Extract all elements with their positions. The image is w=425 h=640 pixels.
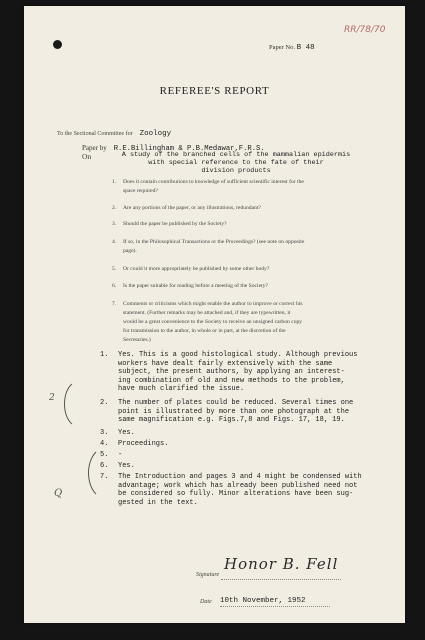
subject-line: division products [201,167,271,175]
question-text: space required? [123,188,158,194]
paper-number-label: Paper No. [269,44,295,51]
question-text: Does it contain contributions to knowledge of sufficient scientific interest for the [123,179,304,185]
answer-text: be considered so fully. Minor alterations have been sug- [118,490,354,499]
answer-text: Yes. This is a good histological study. Although previous [118,351,358,359]
question-number: 5. [112,266,117,272]
question-number: 2. [112,205,117,211]
margin-mark-answer-7: Q [54,488,63,499]
paper-by-value: R.E.Billingham & P.B.Medawar,F.R.S. [113,145,265,153]
date-line [220,606,330,607]
answer-text: Yes. [118,462,135,470]
committee-label: To the Sectional Committee for [57,131,133,137]
question-text: statement. (Further remarks may be attached and, if they are typewritten, it [123,310,291,316]
on-label: On [82,152,92,161]
subject-line: A study of the branched cells of the mammalian epidermis [121,151,351,159]
answer-number: 4. [100,440,109,448]
answer-text: Yes. [118,429,135,437]
answer-number: 1. [100,351,109,359]
question-text: for transmission to the author, in whole or in part, at the discretion of the [123,328,286,334]
paper-by-label: Paper by [82,144,107,152]
paper-number [269,44,315,52]
answer-text: point is illustrated by more than one photograph at the [118,407,350,416]
question-text: Is the paper suitable for reading before a meeting of the Society? [123,283,268,289]
answer-text: The number of plates could be reduced. Several times one [118,399,354,407]
question-text: Should the paper be published by the Society? [123,221,227,227]
signature-line [221,579,341,580]
date-label: Date [200,599,212,605]
answer-text: workers have dealt fairly extensively with the same [118,359,333,368]
subject-line: with special reference to the fate of their [148,159,324,167]
question-number: 1. [112,179,117,185]
page-title: REFEREE'S REPORT [159,85,270,97]
question-text: page). [123,248,137,254]
question-text: Are any portions of the paper, or any illustrations, redundant? [123,205,261,211]
paper-number-value: B 48 [296,44,315,52]
question-text: Secretaries.) [123,337,151,343]
signature: Honor B. Fell [224,555,339,573]
question-number: 3. [112,221,117,227]
archive-reference: RR/78/70 [344,25,386,35]
report-sheet [24,6,405,623]
answer-text: have much clarified the issue. [118,385,245,394]
date-value: 10th November, 1952 [220,597,306,605]
answer-text: subject, the present authors, by applying an interest- [118,368,345,377]
margin-mark-answer-2: 2 [49,393,55,403]
question-text: Or could it more appropriately be published by some other body? [123,266,270,272]
question-text: would be a great convenience to the Society to receive an unsigned carbon copy [123,319,303,325]
committee-value: Zoology [139,130,172,138]
question-text: Comments or criticisms which might enable the author to improve or correct his [123,301,303,307]
margin-bracket-icon [60,382,74,426]
question-number: 7. [112,301,117,307]
margin-bracket-icon [84,450,98,496]
answer-text: The Introduction and pages 3 and 4 might be condensed with [118,473,362,481]
answer-text: ing combination of old and new methods to the problem, [118,376,345,385]
answer-number: 3. [100,429,109,437]
answer-number: 7. [100,473,109,481]
answer-text: gested in the text. [118,498,198,507]
answer-text: same magnification e.g. Figs.7,8 and Figs. 17, 18, 19. [118,416,345,425]
paper-subject [116,151,356,175]
punch-hole [53,40,62,49]
answer-number: 5. [100,451,109,459]
question-number: 6. [112,283,117,289]
signature-label: Signature [196,572,220,578]
answer-text: - [118,451,123,459]
question-text: If so, in the Philosophical Transactions or the Proceedings? (see note on opposite [123,239,305,245]
answer-number: 2. [100,399,109,407]
answer-text: advantage; work which has already been published need not [118,481,358,490]
answer-number: 6. [100,462,109,470]
answer-text: Proceedings. [118,440,169,448]
question-number: 4. [112,239,117,245]
